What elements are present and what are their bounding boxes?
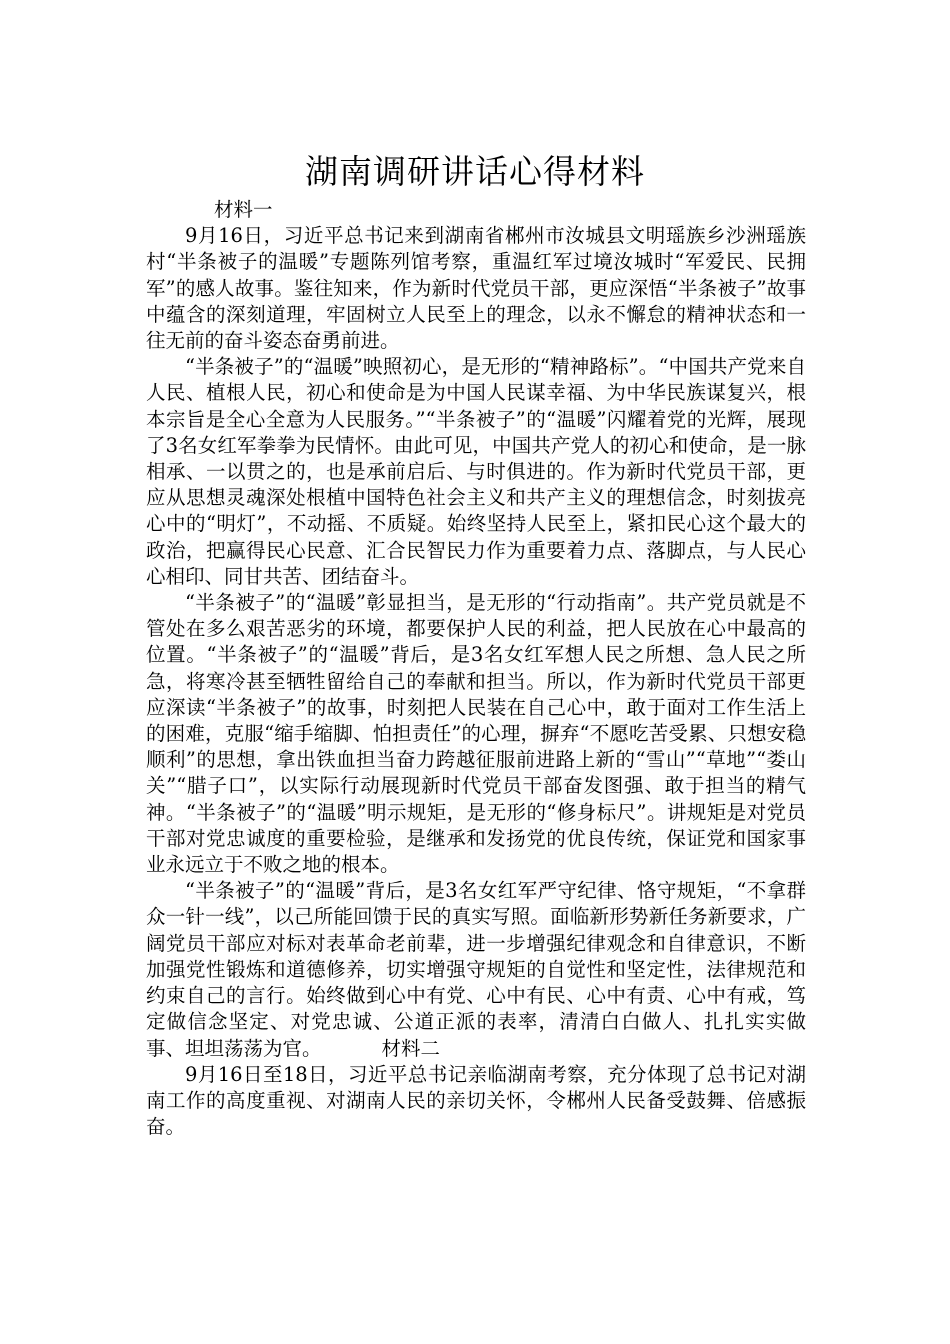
paragraph-5: 9月16日至18日，习近平总书记亲临湖南考察，充分体现了总书记对湖南工作的高度重视、对湖南人民的亲切关怀，令郴州人民备受鼓舞、倍感振奋。 <box>146 1062 806 1139</box>
section-heading-1: 材料一 <box>214 198 273 221</box>
document-body <box>146 197 806 1140</box>
paragraph-1: 9月16日，习近平总书记来到湖南省郴州市汝城县文明瑶族乡沙洲瑶族村“半条被子的温暖”专题陈列馆考察，重温红军过境汝城时“军爱民、民拥军”的感人故事。鉴往知来，作为新时代党员干部，更应深悟“半条被子”故事中蕴含的深刻道理，牢固树立人民至上的理念，以永不懈怠的精神状态和一往无前的奋斗姿态奋勇前进。 <box>146 224 806 353</box>
paragraph-4 <box>146 878 806 1061</box>
paragraph-2: “半条被子”的“温暖”映照初心，是无形的“精神路标”。“中国共产党来自人民、植根人民，初心和使命是为中国人民谋幸福、为中华民族谋复兴，根本宗旨是全心全意为人民服务。”“半条被子”的“温暖”闪耀着党的光辉，展现了3名女红军拳拳为民情怀。由此可见，中国共产党人的初心和使命，是一脉相承、一以贯之的，也是承前启后、与时俱进的。作为新时代党员干部，更应从思想灵魂深处根植中国特色社会主义和共产主义的理想信念，时刻拔亮心中的“明灯”，不动摇、不质疑。始终坚持人民至上，紧扣民心这个最大的政治，把赢得民心民意、汇合民智民力作为重要着力点、落脚点，与人民心心相印、同甘共苦、团结奋斗。 <box>146 355 806 588</box>
paragraph-4-text: “半条被子”的“温暖”背后，是3名女红军严守纪律、恪守规矩，“不拿群众一针一线”，以己所能回馈于民的真实写照。面临新形势新任务新要求，广阔党员干部应对标对表革命老前辈，进一步增强纪律观念和自律意识，不断加强党性锻炼和道德修养，切实增强守规矩的自觉性和坚定性，法律规范和约束自己的言行。始终做到心中有党、心中有民、心中有责、心中有戒，笃定做信念坚定、对党忠诚、公道正派的表率，清清白白做人、扎扎实实做事、坦坦荡荡为官。 <box>146 879 806 1060</box>
document-title: 湖南调研讲话心得材料 <box>305 152 645 192</box>
paragraph-3: “半条被子”的“温暖”彰显担当，是无形的“行动指南”。共产党员就是不管处在多么艰苦恶劣的环境，都要保护人民的利益，把人民放在心中最高的位置。“半条被子”的“温暖”背后，是3名女红军想人民之所想、急人民之所急，将寒冷甚至牺牲留给自己的奉献和担当。所以，作为新时代党员干部更应深读“半条被子”的故事，时刻把人民装在自己心中，敢于面对工作生活上的困难，克服“缩手缩脚、怕担责任”的心理，摒弃“不愿吃苦受累、只想安稳顺利”的思想，拿出铁血担当奋力跨越征服前进路上新的“雪山”“草地”“娄山关”“腊子口”，以实际行动展现新时代党员干部奋发图强、敢于担当的精气神。“半条被子”的“温暖”明示规矩，是无形的“修身标尺”。讲规矩是对党员干部对党忠诚度的重要检验，是继承和发扬党的优良传统，保证党和国家事业永远立于不败之地的根本。 <box>146 591 806 877</box>
section-heading-2: 材料二 <box>381 1036 441 1060</box>
